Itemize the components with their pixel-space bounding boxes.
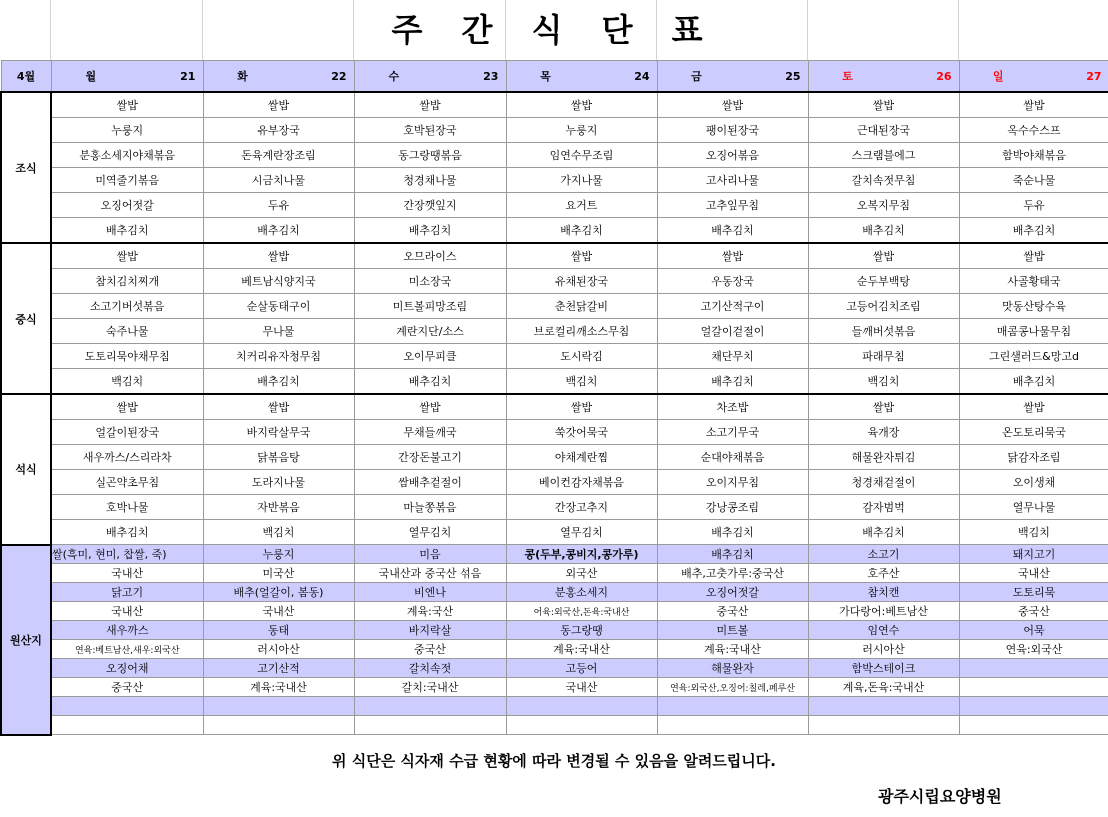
menu-cell: 옥수수스프	[959, 118, 1108, 143]
origin-cell: 중국산	[959, 602, 1108, 621]
origin-cell: 동그랑땡	[506, 621, 657, 640]
origin-row	[1, 659, 1108, 678]
menu-row	[1, 294, 1108, 319]
day-date: 21	[180, 70, 196, 83]
origin-row	[1, 564, 1108, 583]
menu-cell: 백김치	[51, 369, 203, 395]
menu-cell: 베트남식양지국	[203, 269, 354, 294]
menu-cell: 청경채겉절이	[808, 470, 959, 495]
menu-cell: 매콤콩나물무침	[959, 319, 1108, 344]
origin-row	[1, 621, 1108, 640]
menu-cell: 도토리묵야채무침	[51, 344, 203, 369]
day-header	[51, 61, 203, 93]
origin-cell: 콩(두부,콩비지,콩가루)	[506, 545, 657, 564]
menu-cell: 쌀밥	[808, 92, 959, 118]
day-date: 24	[634, 70, 650, 83]
menu-cell: 얼갈이된장국	[51, 420, 203, 445]
menu-cell: 쌀밥	[506, 394, 657, 420]
menu-row	[1, 495, 1108, 520]
menu-cell: 베이컨감자채볶음	[506, 470, 657, 495]
menu-cell: 유부장국	[203, 118, 354, 143]
origin-cell: 연육:외국산	[959, 640, 1108, 659]
menu-cell: 배추김치	[354, 369, 506, 395]
origin-cell	[203, 697, 354, 716]
menu-cell: 쌀밥	[51, 394, 203, 420]
menu-cell: 쌀밥	[506, 92, 657, 118]
menu-cell: 백김치	[203, 520, 354, 545]
menu-cell: 감자범벅	[808, 495, 959, 520]
menu-cell: 쌀밥	[51, 92, 203, 118]
menu-cell: 오이생채	[959, 470, 1108, 495]
day-date: 23	[483, 70, 499, 83]
menu-row	[1, 470, 1108, 495]
menu-cell: 간장고추지	[506, 495, 657, 520]
menu-cell: 두유	[959, 193, 1108, 218]
menu-cell: 배추김치	[959, 218, 1108, 244]
menu-cell: 오이지무침	[657, 470, 808, 495]
menu-cell: 고기산적구이	[657, 294, 808, 319]
menu-cell: 배추김치	[354, 218, 506, 244]
menu-cell: 두유	[203, 193, 354, 218]
menu-cell: 실곤약초무침	[51, 470, 203, 495]
menu-cell: 쌀밥	[354, 394, 506, 420]
origin-cell: 중국산	[657, 602, 808, 621]
origin-cell: 소고기	[808, 545, 959, 564]
menu-cell: 배추김치	[506, 218, 657, 244]
menu-cell: 호박나물	[51, 495, 203, 520]
origin-cell: 배추,고춧가루:중국산	[657, 564, 808, 583]
menu-cell: 새우까스/스리라차	[51, 445, 203, 470]
menu-cell: 분홍소세지야채볶음	[51, 143, 203, 168]
menu-cell: 요거트	[506, 193, 657, 218]
menu-cell: 누룽지	[506, 118, 657, 143]
menu-cell: 순대야채볶음	[657, 445, 808, 470]
meal-label: 조식	[1, 92, 51, 243]
origin-row	[1, 678, 1108, 697]
menu-cell: 열무김치	[506, 520, 657, 545]
menu-cell: 참치김치찌개	[51, 269, 203, 294]
menu-cell: 임연수무조림	[506, 143, 657, 168]
origin-cell: 국내산	[203, 602, 354, 621]
menu-cell: 미역줄기볶음	[51, 168, 203, 193]
menu-cell: 청경채나물	[354, 168, 506, 193]
menu-cell: 쌀밥	[506, 243, 657, 269]
menu-row	[1, 269, 1108, 294]
origin-cell: 쌀(흑미, 현미, 찹쌀, 죽)	[51, 545, 203, 564]
menu-cell: 치커리유자청무침	[203, 344, 354, 369]
menu-cell: 쌀밥	[203, 92, 354, 118]
origin-cell: 국내산	[506, 678, 657, 697]
origin-cell	[51, 716, 203, 735]
origin-cell: 호주산	[808, 564, 959, 583]
day-name: 월	[85, 70, 97, 83]
origin-cell: 갈치:국내산	[354, 678, 506, 697]
menu-cell: 소고기무국	[657, 420, 808, 445]
menu-cell: 쌀밥	[808, 394, 959, 420]
menu-cell: 자반볶음	[203, 495, 354, 520]
origin-cell	[657, 716, 808, 735]
origin-cell: 중국산	[51, 678, 203, 697]
origin-cell	[354, 716, 506, 735]
day-name: 토	[842, 70, 853, 83]
menu-row	[1, 344, 1108, 369]
menu-cell: 마늘쫑볶음	[354, 495, 506, 520]
origin-cell: 가다랑어:베트남산	[808, 602, 959, 621]
menu-cell: 누룽지	[51, 118, 203, 143]
day-header-row	[1, 61, 1108, 93]
origin-cell: 함박스테이크	[808, 659, 959, 678]
origin-cell: 중국산	[354, 640, 506, 659]
menu-cell: 순살동태구이	[203, 294, 354, 319]
menu-cell: 무채들깨국	[354, 420, 506, 445]
menu-cell: 쌀밥	[203, 394, 354, 420]
origin-cell	[808, 716, 959, 735]
menu-cell: 동그랑땡볶음	[354, 143, 506, 168]
origin-cell	[959, 716, 1108, 735]
menu-row	[1, 168, 1108, 193]
menu-cell: 스크램블에그	[808, 143, 959, 168]
day-name: 금	[691, 70, 702, 83]
origin-cell: 고등어	[506, 659, 657, 678]
menu-row	[1, 445, 1108, 470]
menu-cell: 해물완자튀김	[808, 445, 959, 470]
origin-row	[1, 602, 1108, 621]
menu-row	[1, 520, 1108, 545]
menu-cell: 미트볼피망조림	[354, 294, 506, 319]
day-date: 22	[331, 70, 347, 83]
origin-cell: 오징어채	[51, 659, 203, 678]
menu-cell: 파래무침	[808, 344, 959, 369]
origin-cell: 계육:국내산	[657, 640, 808, 659]
menu-cell: 배추김치	[51, 520, 203, 545]
origin-cell: 국내산	[51, 564, 203, 583]
menu-cell: 쌀밥	[657, 92, 808, 118]
origin-cell: 고기산적	[203, 659, 354, 678]
origin-cell: 계육:국내산	[203, 678, 354, 697]
day-date: 27	[1086, 70, 1102, 83]
menu-cell: 열무김치	[354, 520, 506, 545]
menu-cell: 배추김치	[959, 369, 1108, 395]
origin-cell: 러시아산	[203, 640, 354, 659]
origin-cell: 돼지고기	[959, 545, 1108, 564]
day-header	[657, 61, 808, 93]
origin-row	[1, 716, 1108, 735]
menu-cell: 유채된장국	[506, 269, 657, 294]
menu-row	[1, 118, 1108, 143]
origin-cell: 해물완자	[657, 659, 808, 678]
hospital-name: 광주시립요양병원	[878, 787, 1002, 806]
menu-cell: 쌀밥	[959, 243, 1108, 269]
day-header	[203, 61, 354, 93]
menu-cell: 그린샐러드&망고d	[959, 344, 1108, 369]
menu-row	[1, 369, 1108, 395]
menu-cell: 브로컬리깨소스무침	[506, 319, 657, 344]
menu-row	[1, 243, 1108, 269]
origin-cell	[657, 697, 808, 716]
menu-cell: 배추김치	[657, 520, 808, 545]
menu-cell: 숙주나물	[51, 319, 203, 344]
menu-row	[1, 319, 1108, 344]
day-date: 26	[936, 70, 952, 83]
origin-cell	[51, 697, 203, 716]
menu-cell: 오이무피클	[354, 344, 506, 369]
menu-cell: 쌀밥	[657, 243, 808, 269]
origin-cell	[808, 697, 959, 716]
meal-label: 석식	[1, 394, 51, 545]
menu-cell: 백김치	[808, 369, 959, 395]
menu-cell: 가지나물	[506, 168, 657, 193]
menu-cell: 오징어젓갈	[51, 193, 203, 218]
menu-cell: 팽이된장국	[657, 118, 808, 143]
menu-cell: 배추김치	[203, 369, 354, 395]
origin-cell	[354, 697, 506, 716]
origin-cell	[959, 697, 1108, 716]
origin-cell: 외국산	[506, 564, 657, 583]
day-name: 수	[388, 70, 400, 83]
origin-cell: 국내산과 중국산 섞음	[354, 564, 506, 583]
origin-cell	[203, 716, 354, 735]
origin-cell	[506, 716, 657, 735]
menu-cell: 우동장국	[657, 269, 808, 294]
origin-cell: 동태	[203, 621, 354, 640]
menu-row	[1, 420, 1108, 445]
menu-cell: 춘천닭갈비	[506, 294, 657, 319]
menu-cell: 호박된장국	[354, 118, 506, 143]
day-date: 25	[785, 70, 801, 83]
menu-cell: 채단무치	[657, 344, 808, 369]
menu-cell: 간장돈불고기	[354, 445, 506, 470]
menu-row	[1, 218, 1108, 244]
day-header	[354, 61, 506, 93]
origin-cell: 미트볼	[657, 621, 808, 640]
origin-cell: 연육:베트남산,새우:외국산	[51, 640, 203, 659]
menu-cell: 열무나물	[959, 495, 1108, 520]
origin-cell: 어육:외국산,돈육:국내산	[506, 602, 657, 621]
menu-cell: 사골황태국	[959, 269, 1108, 294]
origin-cell: 계육:국산	[354, 602, 506, 621]
menu-cell: 온도토리묵국	[959, 420, 1108, 445]
menu-cell: 도라지나물	[203, 470, 354, 495]
origin-cell: 러시아산	[808, 640, 959, 659]
month-label: 4월	[1, 61, 51, 93]
origin-cell	[959, 659, 1108, 678]
day-header	[808, 61, 959, 93]
menu-row	[1, 92, 1108, 118]
origin-cell: 계육,돈육:국내산	[808, 678, 959, 697]
menu-cell: 백김치	[506, 369, 657, 395]
origin-cell: 누룽지	[203, 545, 354, 564]
origin-cell: 미국산	[203, 564, 354, 583]
menu-cell: 배추김치	[657, 369, 808, 395]
origin-cell: 새우까스	[51, 621, 203, 640]
menu-cell: 쌀밥	[51, 243, 203, 269]
menu-cell: 무나물	[203, 319, 354, 344]
menu-cell: 갈치속젓무침	[808, 168, 959, 193]
menu-cell: 순두부백탕	[808, 269, 959, 294]
origin-row	[1, 640, 1108, 659]
menu-cell: 쌀밥	[354, 92, 506, 118]
origin-cell: 미음	[354, 545, 506, 564]
origin-cell: 갈치속젓	[354, 659, 506, 678]
origin-cell: 배추김치	[657, 545, 808, 564]
origin-cell	[959, 678, 1108, 697]
origin-cell: 계육:국내산	[506, 640, 657, 659]
origin-row	[1, 583, 1108, 602]
weekly-menu-table	[0, 60, 1108, 736]
menu-row	[1, 394, 1108, 420]
origin-cell: 국내산	[959, 564, 1108, 583]
origin-cell: 분홍소세지	[506, 583, 657, 602]
origin-cell: 닭고기	[51, 583, 203, 602]
change-notice: 위 식단은 식자재 수급 현황에 따라 변경될 수 있음을 알려드립니다.	[332, 752, 776, 770]
day-name: 일	[992, 70, 1004, 83]
origin-cell: 배추(얼갈이, 봄동)	[203, 583, 354, 602]
meal-label: 중식	[1, 243, 51, 394]
menu-cell: 돈육계란장조림	[203, 143, 354, 168]
origin-label: 원산지	[1, 545, 51, 735]
menu-cell: 쌀밥	[808, 243, 959, 269]
menu-cell: 닭볶음탕	[203, 445, 354, 470]
menu-cell: 오므라이스	[354, 243, 506, 269]
origin-cell: 연육:외국산,오징어:칠레,페루산	[657, 678, 808, 697]
menu-cell: 간장깻잎지	[354, 193, 506, 218]
menu-cell: 오징어볶음	[657, 143, 808, 168]
menu-cell: 근대된장국	[808, 118, 959, 143]
menu-cell: 고사리나물	[657, 168, 808, 193]
menu-row	[1, 193, 1108, 218]
menu-cell: 계란지단/소스	[354, 319, 506, 344]
menu-cell: 미소장국	[354, 269, 506, 294]
menu-cell: 배추김치	[51, 218, 203, 244]
day-header	[959, 61, 1108, 93]
origin-row	[1, 545, 1108, 564]
menu-cell: 도시락김	[506, 344, 657, 369]
day-header	[506, 61, 657, 93]
origin-cell: 참치캔	[808, 583, 959, 602]
menu-cell: 강낭콩조림	[657, 495, 808, 520]
menu-cell: 맛동산탕수육	[959, 294, 1108, 319]
menu-row	[1, 143, 1108, 168]
menu-cell: 육개장	[808, 420, 959, 445]
menu-cell: 고등어김치조림	[808, 294, 959, 319]
menu-cell: 죽순나물	[959, 168, 1108, 193]
origin-row	[1, 697, 1108, 716]
origin-cell	[506, 697, 657, 716]
menu-cell: 오복지무침	[808, 193, 959, 218]
origin-cell: 바지락살	[354, 621, 506, 640]
menu-cell: 백김치	[959, 520, 1108, 545]
menu-cell: 쌀밥	[959, 92, 1108, 118]
menu-cell: 쌈배추겉절이	[354, 470, 506, 495]
page-title: 주 간 식 단 표	[391, 11, 717, 49]
menu-cell: 시금치나물	[203, 168, 354, 193]
menu-cell: 배추김치	[203, 218, 354, 244]
menu-cell: 배추김치	[808, 218, 959, 244]
day-name: 화	[237, 70, 248, 83]
origin-cell: 도토리묵	[959, 583, 1108, 602]
menu-cell: 얼갈이겉절이	[657, 319, 808, 344]
origin-cell: 임연수	[808, 621, 959, 640]
origin-cell: 어묵	[959, 621, 1108, 640]
menu-cell: 배추김치	[808, 520, 959, 545]
menu-cell: 쑥갓어묵국	[506, 420, 657, 445]
day-name: 목	[540, 70, 551, 83]
menu-cell: 배추김치	[657, 218, 808, 244]
menu-cell: 소고기버섯볶음	[51, 294, 203, 319]
origin-cell: 국내산	[51, 602, 203, 621]
menu-cell: 들깨버섯볶음	[808, 319, 959, 344]
origin-cell: 비엔나	[354, 583, 506, 602]
menu-cell: 고추잎무침	[657, 193, 808, 218]
menu-cell: 차조밥	[657, 394, 808, 420]
origin-cell: 오징어젓갈	[657, 583, 808, 602]
menu-cell: 함박야채볶음	[959, 143, 1108, 168]
menu-cell: 닭감자조림	[959, 445, 1108, 470]
menu-cell: 쌀밥	[959, 394, 1108, 420]
menu-cell: 바지락살무국	[203, 420, 354, 445]
menu-cell: 야채계란찜	[506, 445, 657, 470]
menu-cell: 쌀밥	[203, 243, 354, 269]
